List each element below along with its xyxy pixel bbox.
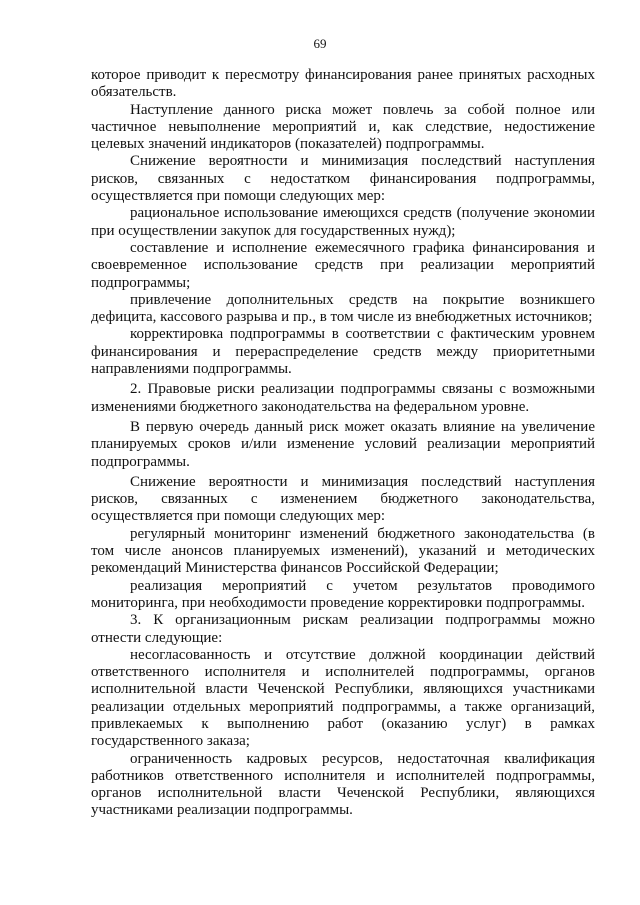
paragraph-legal-risk-impact: В первую очередь данный риск может оказать влияние на увеличение планируемых сроков и/или изменение условий реализации мероприятий подпрограммы. bbox=[91, 418, 595, 470]
list-item-financing-schedule: составление и исполнение ежемесячного графика финансирования и своевременное использование средств при реализации мероприятий подпрограммы; bbox=[91, 239, 595, 291]
list-item-monitoring: регулярный мониторинг изменений бюджетного законодательства (в том числе анонсов планируемых изменений), указаний и методических рекомендаций Министерства финансов Российской Федерации; bbox=[91, 525, 595, 577]
page-number: 69 bbox=[313, 36, 327, 51]
list-item-rational-use: рациональное использование имеющихся средств (получение экономии при осуществлении закупок для государственных нужд); bbox=[91, 205, 595, 239]
paragraph-legal-risks: 2. Правовые риски реализации подпрограммы связаны с возможными изменениями бюджетного законодательства на федеральном уровне. bbox=[91, 381, 595, 415]
list-item-additional-funds: привлечение дополнительных средств на покрытие возникшего дефицита, кассового разрыва и пр., в том числе из внебюджетных источников; bbox=[91, 291, 595, 326]
list-item-implementation: реализация мероприятий с учетом результатов проводимого мониторинга, при необходимости проведение корректировки подпрограммы. bbox=[91, 577, 595, 611]
list-item-program-adjustment: корректировка подпрограммы в соответствии с фактическим уровнем финансирования и перераспределение средств между приоритетными направлениями подпрограммы. bbox=[91, 326, 595, 378]
paragraph-financing-mitigation: Снижение вероятности и минимизация последствий наступления рисков, связанных с недостатком финансирования подпрограммы, осуществляется при помощи следующих мер: bbox=[91, 153, 595, 205]
list-item-coordination: несогласованность и отсутствие должной координации действий ответственного исполнителя и исполнителей подпрограммы, органов исполнительной власти Чеченской Республики, являющихся участниками реализации отдельных мероприятий подпрограммы, а также организаций, привлекаемых к выполнению работ (оказанию услуг) в рамках государственного заказа; bbox=[91, 646, 595, 750]
list-item-staff-resources: ограниченность кадровых ресурсов, недостаточная квалификация работников ответственного исполнителя и исполнителей подпрограммы, органов исполнительной власти Чеченской Республики, являющихся участниками реализации подпрограммы. bbox=[91, 750, 595, 819]
paragraph-legal-mitigation: Снижение вероятности и минимизация последствий наступления рисков, связанных с изменением бюджетного законодательства, осуществляется при помощи следующих мер: bbox=[91, 473, 595, 525]
paragraph-organizational-risks: 3. К организационным рискам реализации подпрограммы можно отнести следующие: bbox=[91, 612, 595, 646]
paragraph-continuation: которое приводит к пересмотру финансирования ранее принятых расходных обязательств. bbox=[91, 67, 595, 101]
paragraph-risk-consequence: Наступление данного риска может повлечь за собой полное или частичное невыполнение мероприятий и, как следствие, недостижение целевых значений индикаторов (показателей) подпрограммы. bbox=[91, 101, 595, 153]
body-text bbox=[91, 67, 595, 820]
